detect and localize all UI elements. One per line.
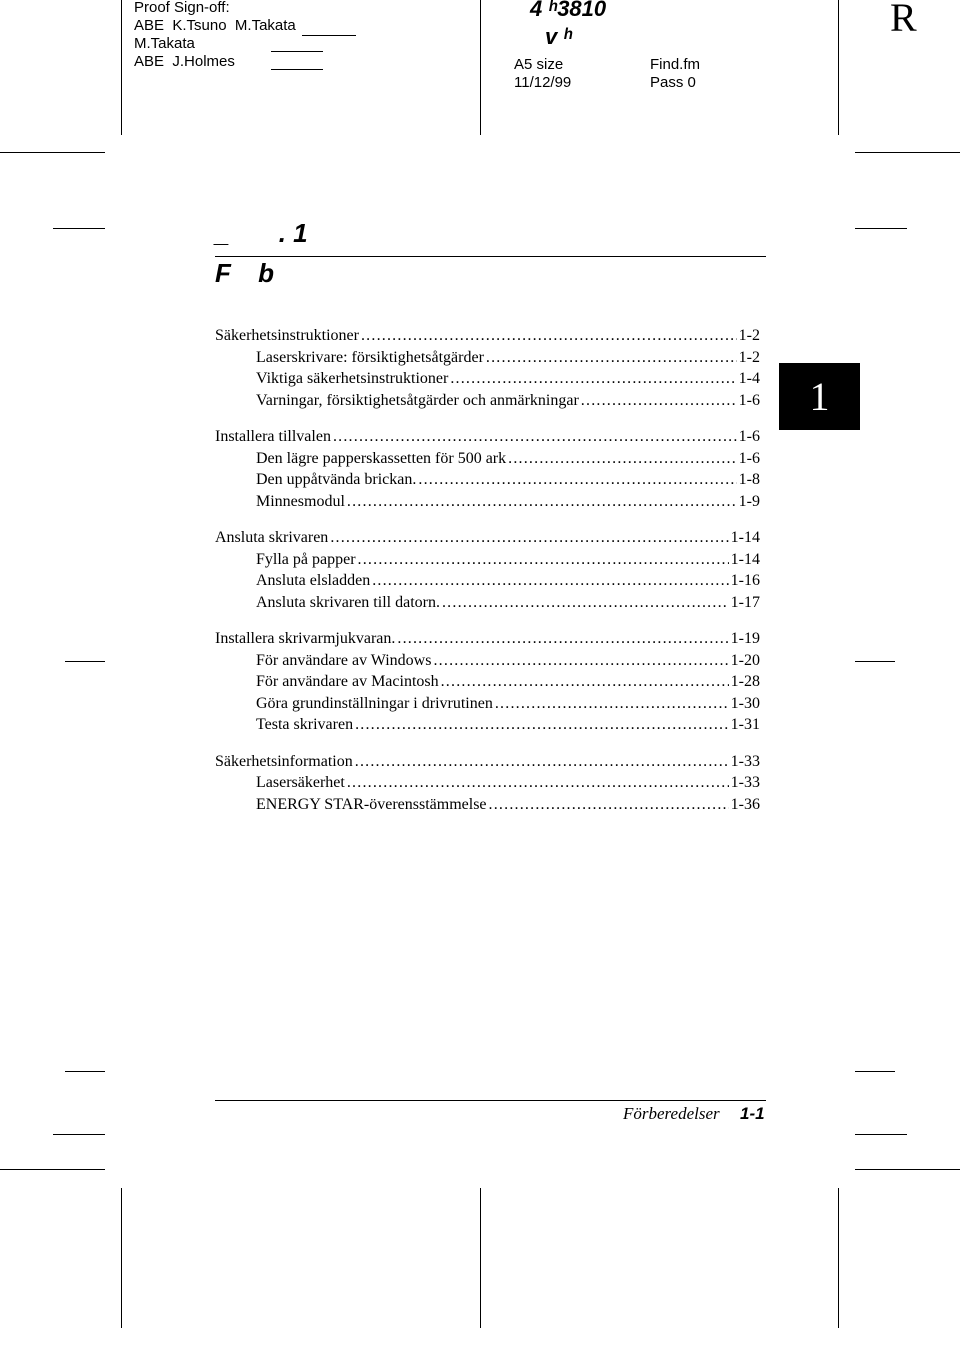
dot-leader <box>433 650 728 672</box>
dot-leader <box>441 671 729 693</box>
toc-section <box>215 527 760 613</box>
toc-entry-title: För användare av Macintosh <box>256 673 439 690</box>
toc-entry-page: 1-2 <box>738 348 760 366</box>
toc-entry-title: Ansluta elsladden <box>256 572 371 589</box>
toc-entry-title: Lasersäkerhet <box>256 774 345 791</box>
toc-entry-page: 1-4 <box>738 370 760 387</box>
toc-entry-page: 1-8 <box>738 471 760 488</box>
toc-subentry[interactable] <box>215 390 760 412</box>
chapter-rule <box>215 256 766 257</box>
toc-entry-page: 1-6 <box>738 428 760 445</box>
toc-entry-title: Den uppåtvända brickan. <box>256 471 417 488</box>
dot-leader <box>450 368 736 390</box>
dot-leader <box>355 714 729 736</box>
signoff-row-2 <box>134 35 195 53</box>
toc-section <box>215 325 760 411</box>
toc-entry-page: 1-33 <box>730 752 760 770</box>
dot-leader <box>581 390 737 412</box>
toc-entry-page: 1-20 <box>730 651 760 669</box>
crop-mark <box>480 1188 481 1328</box>
dot-leader <box>333 426 737 448</box>
footer-rule <box>215 1100 766 1101</box>
toc-subentry[interactable] <box>215 491 760 513</box>
toc-subentry[interactable] <box>215 671 760 693</box>
crop-mark <box>65 1071 105 1072</box>
chapter-tab <box>779 363 860 430</box>
toc-entry[interactable] <box>215 527 760 549</box>
toc-section <box>215 751 760 816</box>
toc-subentry[interactable] <box>215 347 760 369</box>
fold-mark <box>65 661 105 662</box>
pass-number: Pass 0 <box>650 74 696 91</box>
dot-leader <box>355 751 729 773</box>
signoff-line <box>271 51 323 52</box>
footer-section-name: Förberedelser <box>623 1104 720 1123</box>
crop-mark <box>121 1188 122 1328</box>
toc-subentry[interactable] <box>215 693 760 715</box>
dot-leader <box>361 325 737 347</box>
dot-leader <box>372 570 728 592</box>
dot-leader <box>489 794 729 816</box>
header-divider <box>480 0 481 135</box>
dot-leader <box>358 549 729 571</box>
dot-leader <box>347 491 737 513</box>
chapter-glyph: b <box>258 258 275 288</box>
toc-subentry[interactable] <box>215 570 760 592</box>
toc-entry-title: Installera tillvalen <box>215 428 331 445</box>
toc-entry-title: Göra grundinställningar i drivrutinen <box>256 694 493 712</box>
file-name: Find.fm <box>650 56 701 73</box>
toc-entry-title: Ansluta skrivaren <box>215 529 329 546</box>
toc-entry-title: Fylla på papper <box>256 550 356 568</box>
header-divider <box>838 0 839 135</box>
toc-entry-title: Installera skrivarmjukvaran. <box>215 630 396 647</box>
signoff-name: ABE <box>134 17 165 34</box>
toc-subentry[interactable] <box>215 549 760 571</box>
toc-entry-title: Testa skrivaren <box>256 716 354 733</box>
chapter-tab-number: 1 <box>809 374 830 419</box>
chapter-number: . 1 <box>278 218 308 248</box>
toc-entry-title: Ansluta skrivaren till datorn. <box>256 593 440 611</box>
signoff-name: M.Takata <box>134 35 195 52</box>
crop-mark <box>855 1169 960 1170</box>
signoff-line <box>271 69 323 70</box>
toc-entry-page: 1-19 <box>730 630 760 647</box>
toc-entry-page: 1-33 <box>730 774 760 791</box>
signoff-name: ABE <box>134 53 165 70</box>
toc-entry-page: 1-28 <box>730 673 760 690</box>
toc-entry-title: För användare av Windows <box>256 651 432 669</box>
dot-leader <box>397 628 728 650</box>
crop-mark <box>855 228 907 229</box>
toc-subentry[interactable] <box>215 650 760 672</box>
toc-entry-page: 1-30 <box>730 694 760 712</box>
toc-entry-title: Säkerhetsinstruktioner <box>215 327 359 344</box>
dot-leader <box>486 347 737 369</box>
proof-signoff-label: Proof Sign-off: <box>134 0 230 16</box>
toc-subentry[interactable] <box>215 368 760 390</box>
toc-entry-page: 1-31 <box>730 716 760 733</box>
crop-mark <box>0 1169 105 1170</box>
dot-leader <box>330 527 728 549</box>
toc-entry-page: 1-6 <box>738 449 760 467</box>
crop-mark <box>855 1071 895 1072</box>
toc-entry-page: 1-36 <box>730 795 760 813</box>
dot-leader <box>508 448 737 470</box>
toc-entry-page: 1-14 <box>730 550 760 568</box>
toc-entry[interactable] <box>215 628 760 650</box>
doc-code-line-2: v ʰ <box>545 24 573 49</box>
toc-entry-title: ENERGY STAR-överensstämmelse <box>256 795 487 813</box>
toc-subentry[interactable] <box>215 772 760 794</box>
toc-section <box>215 628 760 736</box>
chapter-glyph: F <box>215 258 231 288</box>
toc-subentry[interactable] <box>215 714 760 736</box>
toc-entry-page: 1-2 <box>738 327 760 344</box>
toc-entry[interactable] <box>215 751 760 773</box>
signoff-name: J.Holmes <box>172 53 235 70</box>
table-of-contents <box>215 325 760 830</box>
revision-date: 11/12/99 <box>514 74 572 91</box>
footer-page-number: 1-1 <box>740 1104 765 1123</box>
toc-entry-page: 1-14 <box>730 529 760 546</box>
toc-subentry[interactable] <box>215 448 760 470</box>
crop-mark <box>53 228 105 229</box>
toc-entry-title: Minnesmodul <box>256 492 345 510</box>
toc-entry-page: 1-6 <box>738 391 760 409</box>
toc-entry[interactable] <box>215 426 760 448</box>
chapter-heading-line-2 <box>215 258 274 289</box>
dot-leader <box>347 772 729 794</box>
dot-leader <box>418 469 736 491</box>
signoff-line <box>302 35 356 36</box>
toc-entry-page: 1-16 <box>730 572 760 589</box>
chapter-glyph: _ <box>215 218 230 248</box>
paper-size: A5 size <box>514 56 564 73</box>
signoff-row-1 <box>134 17 296 35</box>
toc-entry-title: Viktiga säkerhetsinstruktioner <box>256 370 449 387</box>
corner-letter: R <box>890 0 917 40</box>
toc-section <box>215 426 760 512</box>
toc-entry-page: 1-17 <box>730 593 760 611</box>
toc-subentry[interactable] <box>215 592 760 614</box>
chapter-heading-line-1 <box>215 218 308 249</box>
toc-entry-title: Varningar, försiktighetsåtgärder och anmärkningar <box>256 391 579 409</box>
dot-leader <box>442 592 729 614</box>
toc-entry[interactable] <box>215 325 760 347</box>
toc-entry-title: Säkerhetsinformation <box>215 752 353 770</box>
toc-subentry[interactable] <box>215 469 760 491</box>
toc-entry-title: Den lägre papperskassetten för 500 ark <box>256 449 507 467</box>
crop-mark <box>855 1134 907 1135</box>
fold-mark <box>855 661 895 662</box>
toc-entry-page: 1-9 <box>738 492 760 510</box>
doc-code-line-1: 4 ʰ3810 <box>530 0 607 21</box>
crop-mark <box>855 152 960 153</box>
dot-leader <box>495 693 729 715</box>
crop-mark <box>53 1134 105 1135</box>
toc-entry-title: Laserskrivare: försiktighetsåtgärder <box>256 348 484 366</box>
signoff-name: M.Takata <box>234 17 296 34</box>
toc-subentry[interactable] <box>215 794 760 816</box>
signoff-row-3 <box>134 53 235 71</box>
signoff-name: K.Tsuno <box>172 17 227 34</box>
crop-mark <box>0 152 105 153</box>
crop-mark <box>838 1188 839 1328</box>
header-divider <box>121 0 122 135</box>
